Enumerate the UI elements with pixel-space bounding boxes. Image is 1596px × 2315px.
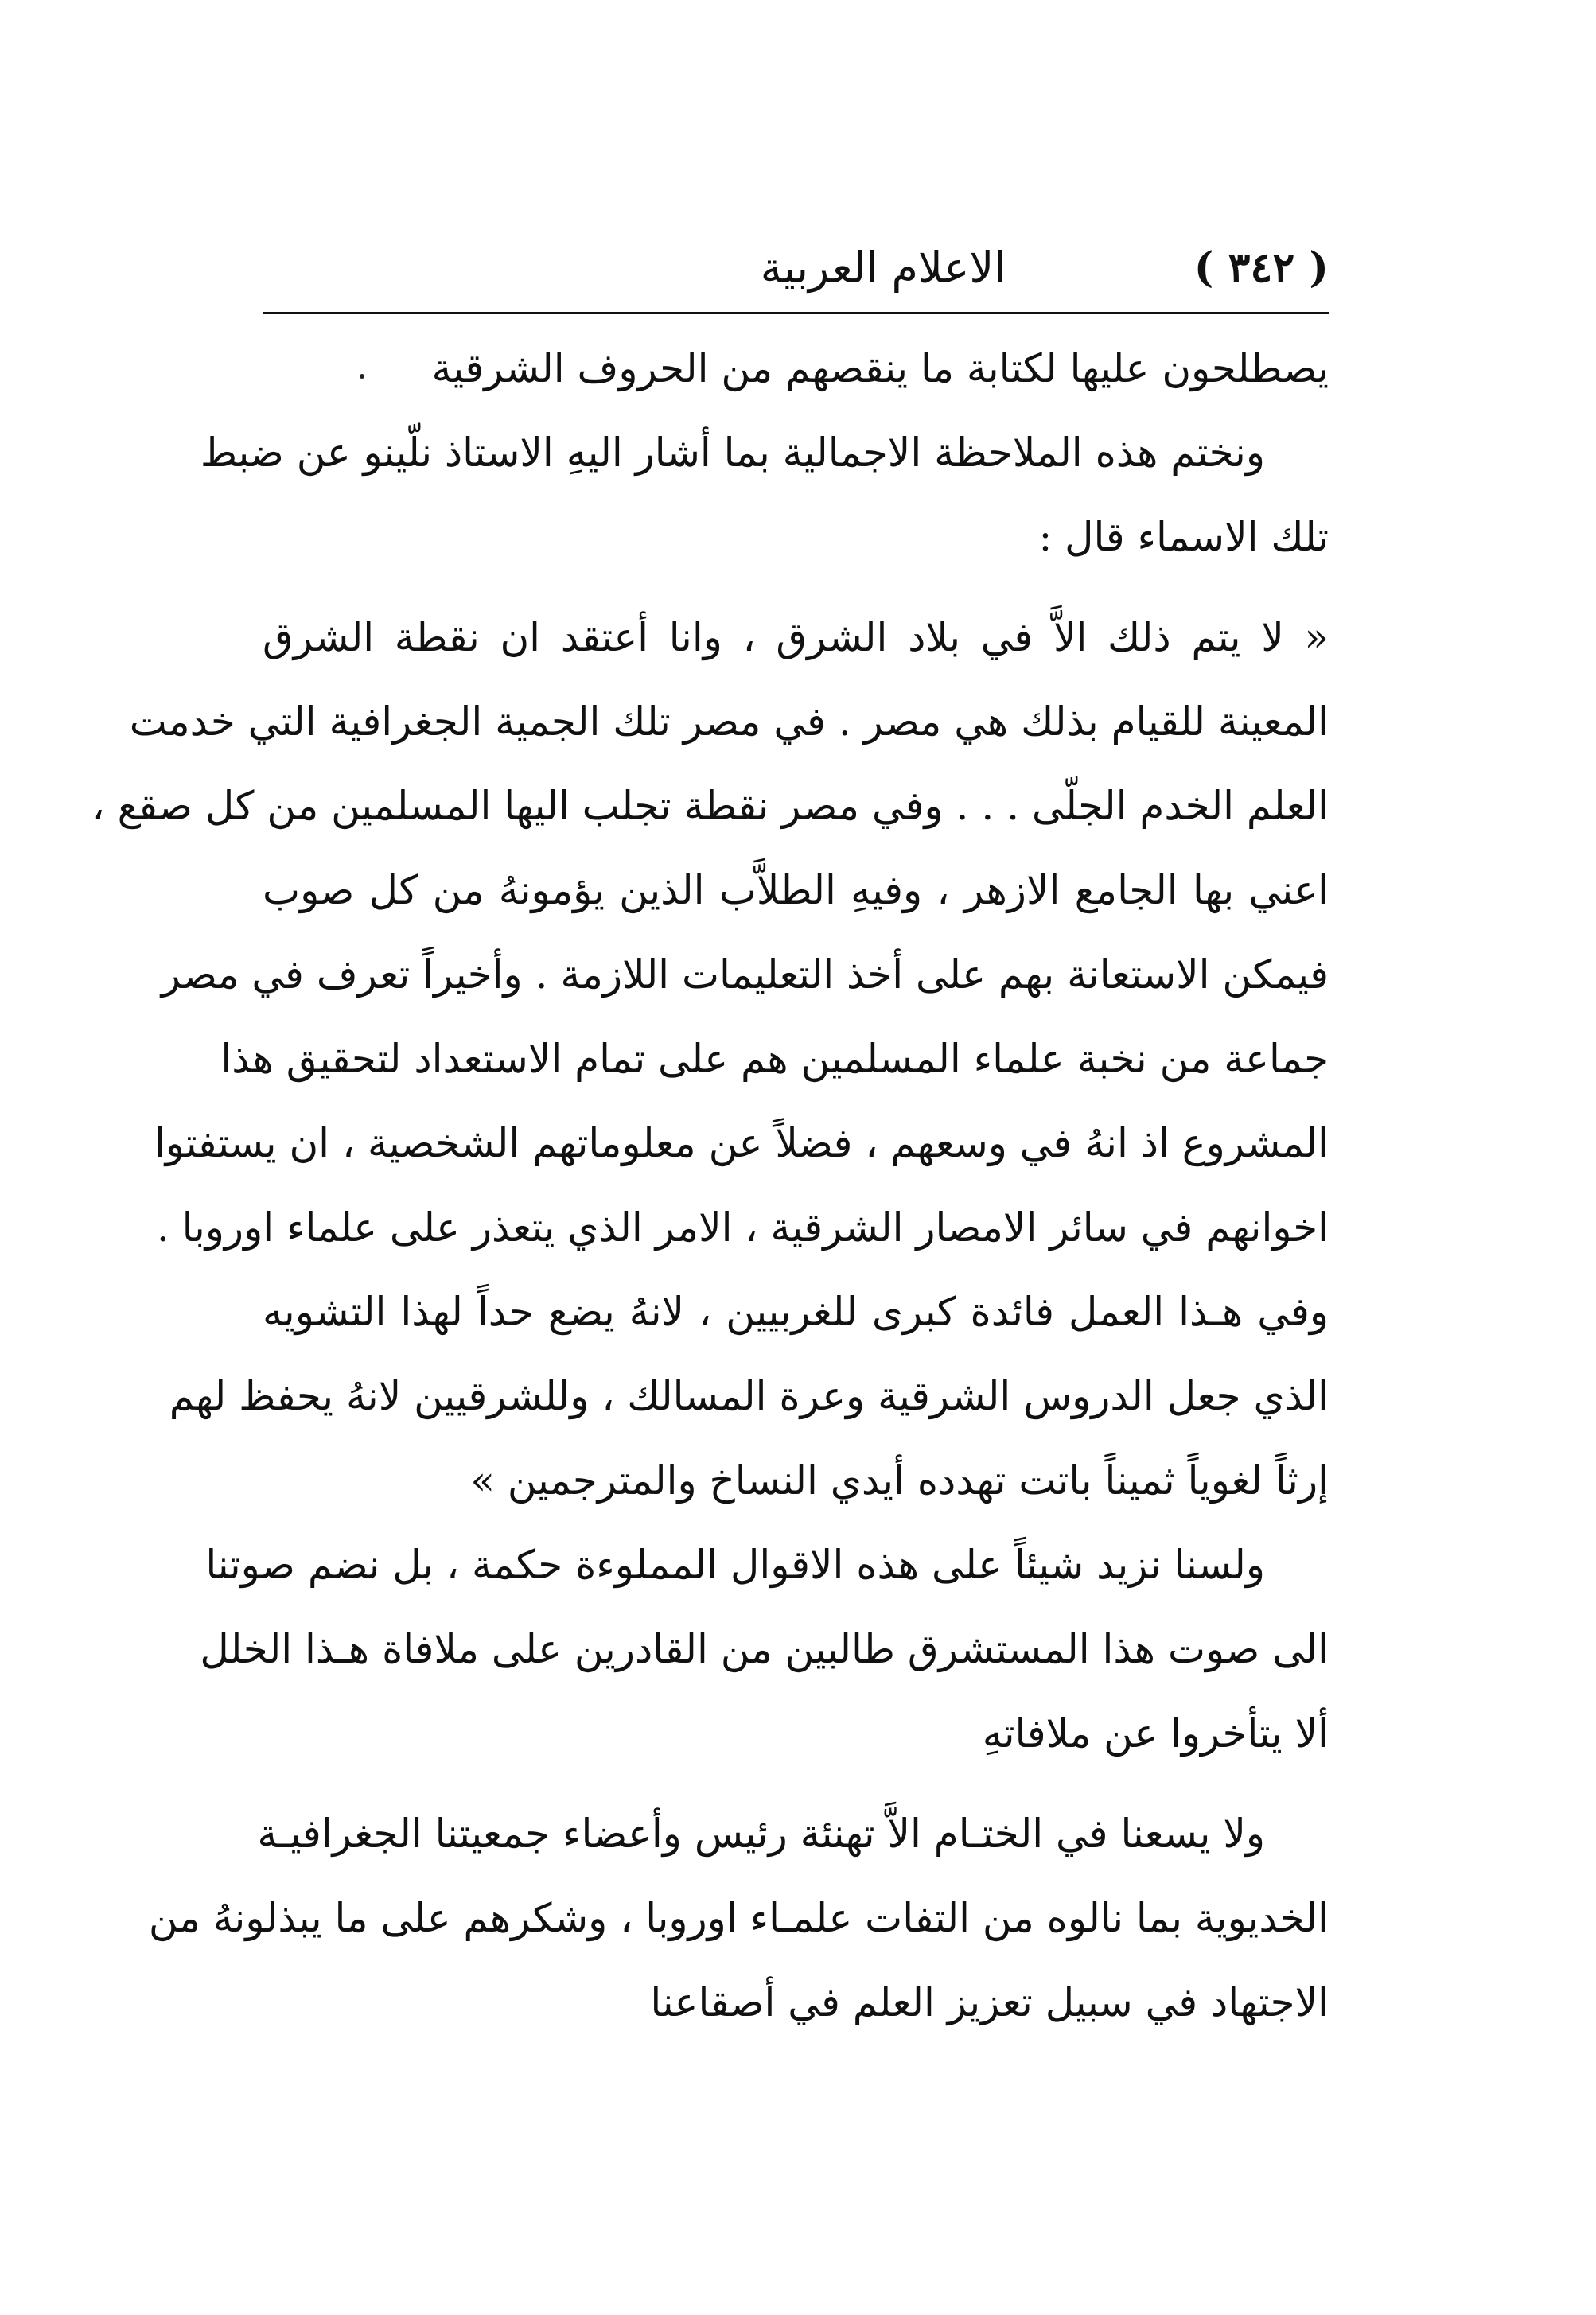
running-title: الاعلام العربية: [760, 243, 1006, 293]
paragraph-gap: [263, 579, 1329, 595]
text-line: ولسنا نزيد شيئاً على هذه الاقوال المملوءة حكمة ، بل نضم صوتنا: [205, 1542, 1265, 1588]
text-line: المعينة للقيام بذلك هي مصر . في مصر تلك الجمية الجغرافية التي خدمت: [129, 698, 1329, 745]
text-line: الذي جعل الدروس الشرقية وعرة المسالك ، وللشرقيين لانهُ يحفظ لهم: [169, 1373, 1329, 1419]
text-line: الاجتهاد في سبيل تعزيز العلم في أصقاعنا: [650, 1979, 1329, 2025]
text-line: إرثاً لغوياً ثميناً باتت تهدده أيدي النساخ والمترجمين »: [470, 1457, 1329, 1504]
page-number: ( ٣٤٢ ): [1193, 243, 1329, 292]
text-line: ونختم هذه الملاحظة الاجمالية بما أشار اليهِ الاستاذ نلّينو عن ضبط: [200, 430, 1265, 476]
text-line: يصطلحون عليها لكتابة ما ينقصهم من الحروف الشرقية: [431, 345, 1329, 391]
text-line: وفي هـذا العمل فائدة كبرى للغربيين ، لانهُ يضع حداً لهذا التشويه: [263, 1289, 1329, 1335]
paragraph-gap: [263, 1776, 1329, 1792]
body-text: [91, 326, 1329, 2045]
page-header: [263, 232, 1329, 304]
text-line: « لا يتم ذلك الاَّ في بلاد الشرق ، وانا أعتقد ان نقطة الشرق: [263, 614, 1329, 660]
text-line: الخديوية بما نالوه من التفات علمـاء اوروبا ، وشكرهم على ما يبذلونهُ من: [148, 1895, 1329, 1941]
text-line: ولا يسعنا في الختـام الاَّ تهنئة رئيس وأعضاء جمعيتنا الجغرافيـة: [257, 1811, 1265, 1857]
text-line: العلم الخدم الجلّى . . . وفي مصر نقطة تجلب اليها المسلمين من كل صقع ،: [91, 783, 1329, 829]
text-line: اعني بها الجامع الازهر ، وفيهِ الطلاَّب الذين يؤمونهُ من كل صوب: [263, 867, 1329, 913]
text-line: اخوانهم في سائر الامصار الشرقية ، الامر الذي يتعذر على علماء اوروبا .: [156, 1204, 1329, 1251]
text-line: ألا يتأخروا عن ملافاتهِ: [982, 1710, 1329, 1757]
header-rule: [263, 312, 1329, 314]
text-line: الى صوت هذا المستشرق طالبين من القادرين على ملافاة هـذا الخلل: [200, 1626, 1329, 1672]
text-line: المشروع اذ انهُ في وسعهم ، فضلاً عن معلوماتهم الشخصية ، ان يستفتوا: [154, 1120, 1329, 1166]
text-line: جماعة من نخبة علماء المسلمين هم على تمام الاستعداد لتحقيق هذا: [220, 1036, 1329, 1082]
text-line: فيمكن الاستعانة بهم على أخذ التعليمات اللازمة . وأخيراً تعرف في مصر: [161, 951, 1329, 998]
text-line: تلك الاسماء قال :: [1038, 514, 1329, 560]
